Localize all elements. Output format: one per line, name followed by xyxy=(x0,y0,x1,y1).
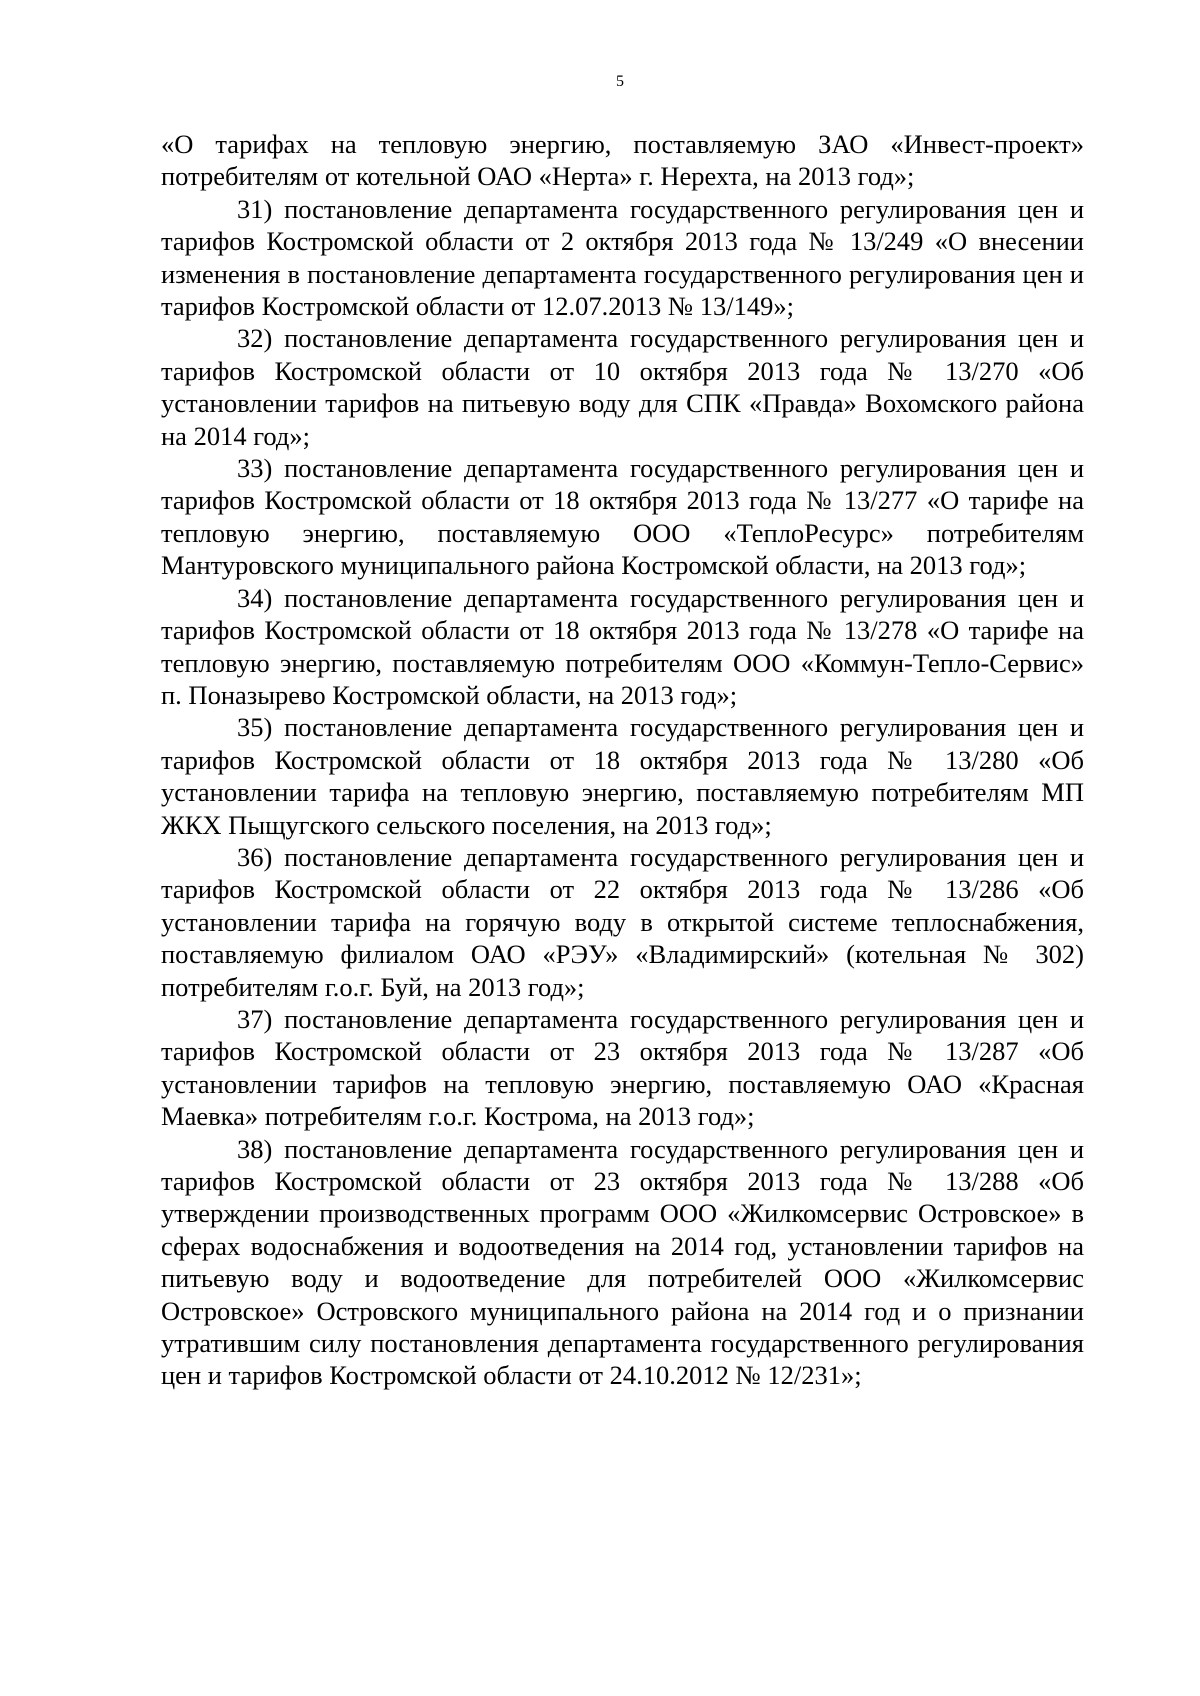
document-body xyxy=(161,128,1084,1392)
list-item-36: 36) постановление департамента государственного регулирования цен и тарифов Костромской области от 22 октября 2013 года № 13/286 «Об установлении тарифа на горячую воду в открытой системе теплоснабжения, поставляемую филиалом ОАО «РЭУ» «Владимирский» (котельная № 302) потребителям г.о.г. Буй, на 2013 год»; xyxy=(161,841,1084,1002)
list-item-31: 31) постановление департамента государственного регулирования цен и тарифов Костромской области от 2 октября 2013 года № 13/249 «О внесении изменения в постановление департамента государственного регулирования цен и тарифов Костромской области от 12.07.2013 № 13/149»; xyxy=(161,193,1084,322)
list-item-35: 35) постановление департамента государственного регулирования цен и тарифов Костромской области от 18 октября 2013 года № 13/280 «Об установлении тарифа на тепловую энергию, поставляемую потребителям МП ЖКХ Пыщугского сельского поселения, на 2013 год»; xyxy=(161,712,1084,840)
list-item-37: 37) постановление департамента государственного регулирования цен и тарифов Костромской области от 23 октября 2013 года № 13/287 «Об установлении тарифов на тепловую энергию, поставляемую ОАО «Красная Маевка» потребителям г.о.г. Кострома, на 2013 год»; xyxy=(161,1003,1084,1132)
page-number: 5 xyxy=(616,73,624,90)
list-item-38: 38) постановление департамента государственного регулирования цен и тарифов Костромской области от 23 октября 2013 года № 13/288 «Об утверждении производственных программ ООО «Жилкомсервис Островское» в сферах водоснабжения и водоотведения на 2014 год, установлении тарифов на питьевую воду и водоотведение для потребителей ООО «Жилкомсервис Островское» Островского муниципального района на 2014 год и о признании утратившим силу постановления департамента государственного регулирования цен и тарифов Костромской области от 24.10.2012 № 12/231»; xyxy=(161,1133,1084,1391)
list-item-32: 32) постановление департамента государственного регулирования цен и тарифов Костромской области от 10 октября 2013 года № 13/270 «Об установлении тарифов на питьевую воду для СПК «Правда» Вохомского района на 2014 год»; xyxy=(161,323,1084,451)
paragraph-continuation: «О тарифах на тепловую энергию, поставляемую ЗАО «Инвест-проект» потребителям от котельной ОАО «Нерта» г. Нерехта, на 2013 год»; xyxy=(161,129,1084,192)
list-item-34: 34) постановление департамента государственного регулирования цен и тарифов Костромской области от 18 октября 2013 года № 13/278 «О тарифе на тепловую энергию, поставляемую потребителям ООО «Коммун-Тепло-Сервис» п. Поназырево Костромской области, на 2013 год»; xyxy=(161,582,1084,710)
list-item-33: 33) постановление департамента государственного регулирования цен и тарифов Костромской области от 18 октября 2013 года № 13/277 «О тарифе на тепловую энергию, поставляемую ООО «ТеплоРесурс» потребителям Мантуровского муниципального района Костромской области, на 2013 год»; xyxy=(161,453,1084,581)
